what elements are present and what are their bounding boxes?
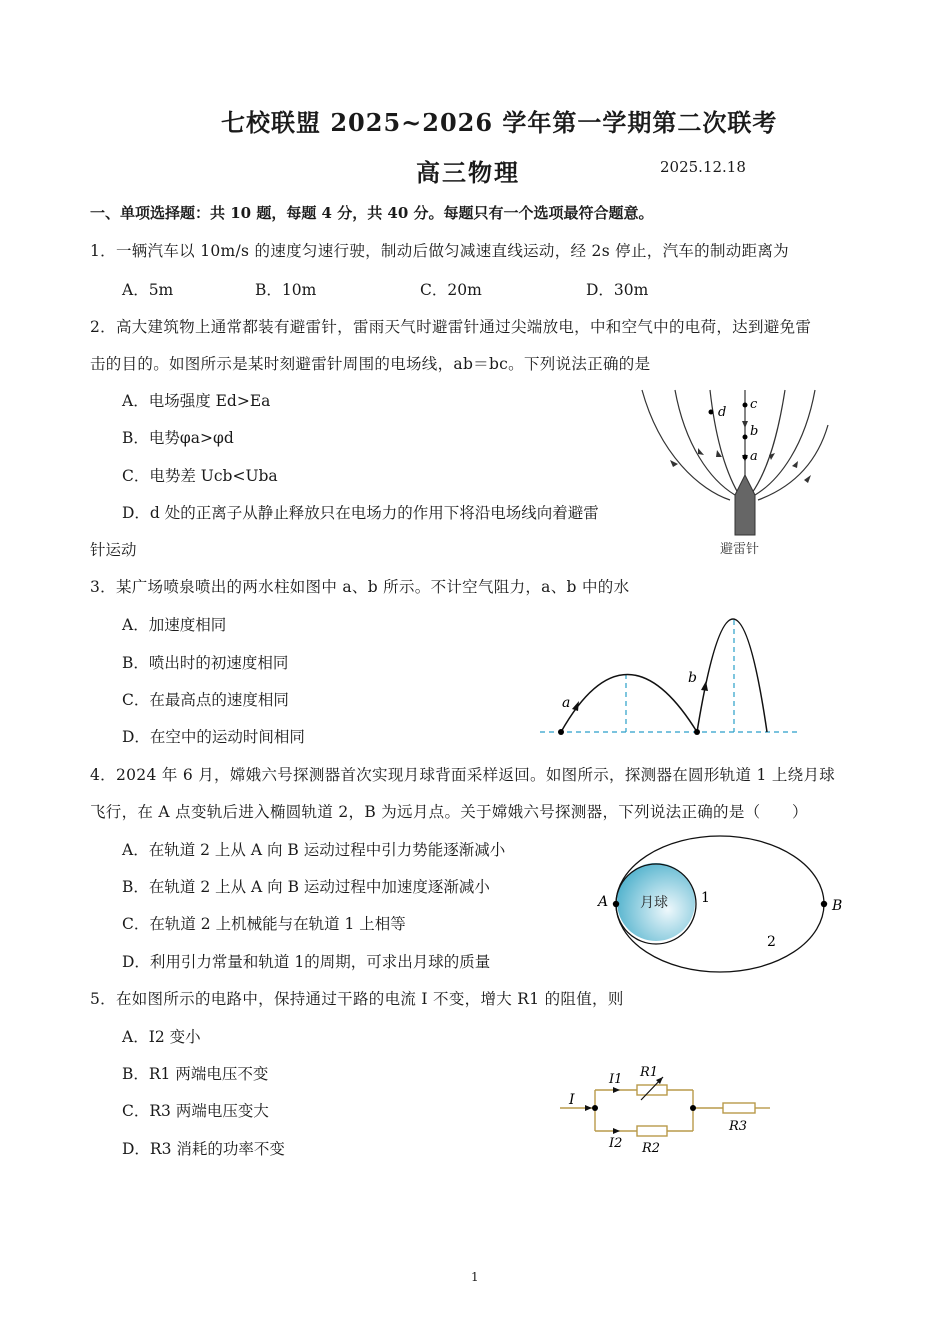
trajectory-b [697, 619, 767, 732]
label-orbit-1: 1 [701, 890, 710, 906]
label-b: b [750, 424, 759, 439]
moon-label: 月球 [640, 895, 668, 911]
subject-title: 高三物理 [416, 158, 520, 187]
field-line [758, 425, 828, 500]
point-b [743, 435, 748, 440]
trajectory-a [561, 675, 697, 733]
q5-stem: 5．在如图所示的电路中，保持通过干路的电流 I 不变，增大 R1 的阻值，则 [90, 990, 624, 1008]
page-number: 1 [471, 1270, 479, 1284]
label-I2: I2 [609, 1136, 623, 1151]
q2-option-d-cont: 针运动 [90, 541, 137, 559]
q4-stem-line1: 4．2024 年 6 月，嫦娥六号探测器首次实现月球背面采样返回。如图所示，探测器在圆形轨道 1 上绕月球 [90, 766, 836, 784]
q3-option-b: B．喷出时的初速度相同 [122, 654, 289, 672]
q1-option-d: D．30m [586, 281, 649, 299]
q4-option-a: A．在轨道 2 上从 A 向 B 运动过程中引力势能逐渐减小 [122, 841, 506, 859]
arrow-icon [613, 1087, 620, 1093]
label-R1: R1 [640, 1065, 659, 1080]
exam-title: 七校联盟 2025~2026 学年第一学期第二次联考 [221, 108, 778, 137]
label-c: c [750, 397, 758, 412]
arrow-icon [804, 475, 811, 483]
arrow-icon [572, 701, 579, 711]
resistor-r2 [637, 1126, 667, 1136]
label-R2: R2 [642, 1141, 661, 1156]
q1-option-c: C．20m [420, 281, 482, 299]
label-a: a [750, 449, 758, 464]
label-d: d [718, 405, 727, 420]
label-b: b [688, 670, 697, 686]
label-I1: I1 [609, 1072, 623, 1087]
arrow-icon [698, 448, 704, 455]
nozzle-b [694, 729, 700, 735]
arrow-icon [742, 421, 748, 428]
q2-option-a: A．电场强度 Ed>Ea [122, 392, 271, 410]
q4-option-d: D．利用引力常量和轨道 1的周期，可求出月球的质量 [122, 953, 491, 971]
arrow-icon [585, 1105, 592, 1111]
q5-option-a: A．I2 变小 [122, 1028, 201, 1046]
field-line [642, 390, 730, 500]
label-orbit-2: 2 [767, 934, 776, 950]
q3-option-d: D．在空中的运动时间相同 [122, 728, 305, 746]
q4-option-c: C．在轨道 2 上机械能与在轨道 1 上相等 [122, 915, 406, 933]
q2-stem-line1: 2．高大建筑物上通常都装有避雷针，雷雨天气时避雷针通过尖端放电，中和空气中的电荷，达到避免雷 [90, 318, 812, 336]
label-I: I [569, 1092, 575, 1108]
arrow-icon [792, 461, 798, 468]
point-B [821, 901, 827, 907]
arrow-icon [670, 460, 678, 467]
q1-option-b: B．10m [255, 281, 317, 299]
q4-stem-line2: 飞行，在 A 点变轨后进入椭圆轨道 2，B 为远月点。关于嫦娥六号探测器，下列说法正确的是（ ） [90, 803, 808, 821]
point-A [613, 901, 619, 907]
q3-option-a: A．加速度相同 [122, 616, 227, 634]
q3-option-c: C．在最高点的速度相同 [122, 691, 289, 709]
arrow-icon [613, 1128, 620, 1134]
junction-left [592, 1105, 598, 1111]
q4-orbit-figure [590, 832, 850, 982]
section-heading: 一、单项选择题：共 10 题，每题 4 分，共 40 分。每题只有一个选项最符合题意。 [90, 204, 654, 222]
q5-option-c: C．R3 两端电压变大 [122, 1102, 269, 1120]
nozzle-a [558, 729, 564, 735]
q2-stem-line2: 击的目的。如图所示是某时刻避雷针周围的电场线，ab＝bc。下列说法正确的是 [90, 355, 651, 373]
label-A: A [598, 894, 609, 910]
q5-option-b: B．R1 两端电压不变 [122, 1065, 269, 1083]
q2-option-c: C．电势差 Ucb<Uba [122, 467, 278, 485]
q5-circuit-figure [555, 1060, 780, 1160]
q2-field-figure [630, 385, 830, 560]
q1-option-a: A．5m [122, 281, 174, 299]
exam-date: 2025.12.18 [660, 158, 746, 176]
q3-stem: 3．某广场喷泉喷出的两水柱如图中 a、b 所示。不计空气阻力，a、b 中的水 [90, 578, 630, 596]
label-R3: R3 [729, 1119, 748, 1134]
resistor-r1 [637, 1085, 667, 1095]
point-c [743, 403, 748, 408]
label-B: B [832, 898, 843, 914]
arrow-icon [701, 681, 708, 691]
point-a [743, 455, 748, 460]
q4-option-b: B．在轨道 2 上从 A 向 B 运动过程中加速度逐渐减小 [122, 878, 490, 896]
q2-option-d: D．d 处的正离子从静止释放只在电场力的作用下将沿电场线向着避雷 [122, 504, 599, 522]
q2-option-b: B．电势φa>φd [122, 429, 234, 447]
lightning-rod-label: 避雷针 [720, 542, 760, 557]
point-d [709, 410, 714, 415]
q3-fountain-figure [535, 612, 805, 742]
q5-option-d: D．R3 消耗的功率不变 [122, 1140, 285, 1158]
q1-stem: 1．一辆汽车以 10m/s 的速度匀速行驶，制动后做匀减速直线运动，经 2s 停止，汽车的制动距离为 [90, 242, 789, 260]
lightning-rod [735, 475, 755, 535]
resistor-r3 [723, 1103, 755, 1113]
label-a: a [562, 695, 571, 711]
junction-right [690, 1105, 696, 1111]
